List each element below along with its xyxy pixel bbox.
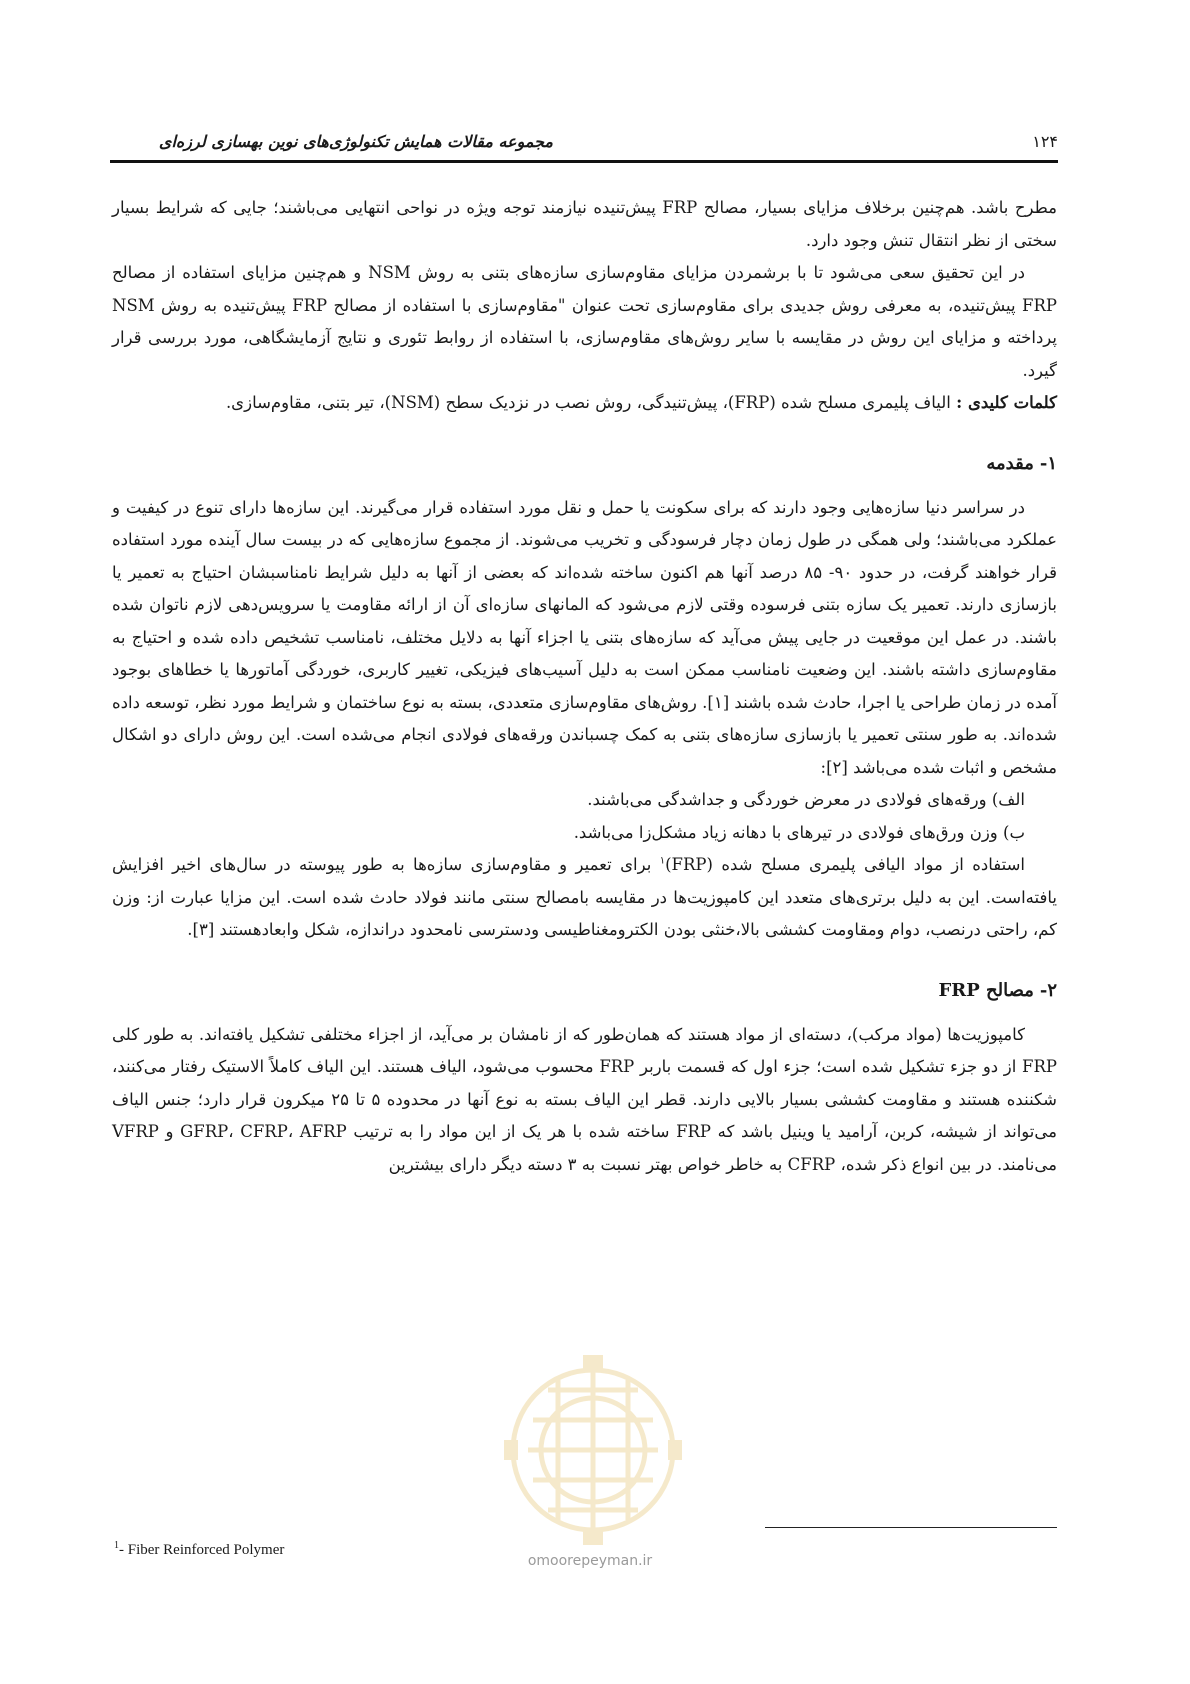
header-title: مجموعه مقالات همایش تکنولوژی‌های نوین بهسازی لرزه‌ای: [158, 132, 553, 151]
section-heading-2: [112, 975, 1057, 1007]
section2-paragraph-1: کامپوزیت‌ها (مواد مرکب)، دسته‌ای از مواد هستند که همان‌طور که از نامشان بر می‌آید، از اجزاء مختلفی تشکیل یافته‌اند. به طور کلی FRP از دو جزء تشکیل شده است؛ جزء اول که قسمت باربر FRP محسوب می‌شود، الیاف هستند. این الیاف کاملاً الاستیک رفتار می‌کنند، شکننده هستند و مقاومت کششی بسیار بالایی دارند. قطر این الیاف بسته به نوع آنها در محدوده ۵ تا ۲۵ میکرون قرار دارد؛ جنس الیاف می‌تواند از شیشه، کربن، آرامید یا وینیل باشد که FRP ساخته شده با هر یک از این مواد را به ترتیب GFRP، CFRP، AFRP و VFRP می‌نامند. در بین انواع ذکر شده، CFRP به خاطر خواص بهتر نسبت به ۳ دسته دیگر دارای بیشترین: [112, 1024, 1057, 1174]
section1-paragraph-2: [112, 849, 1057, 947]
list-item-b: ب) وزن ورق‌های فولادی در تیرهای با دهانه زیاد مشکل‌زا می‌باشد.: [573, 822, 1025, 842]
body-text: [112, 192, 1057, 1181]
keywords-text: الیاف پلیمری مسلح شده (FRP)، پیش‌تنیدگی، روش نصب در نزدیک سطح (NSM)، تیر بتنی، مقاوم‌سازی.: [225, 393, 951, 412]
keywords-label: کلمات کلیدی :: [956, 393, 1057, 412]
page-number: ۱۲۴: [1032, 132, 1058, 151]
section-number: ۱-: [1039, 452, 1057, 474]
paragraph-intro-2: در این تحقیق سعی می‌شود تا با برشمردن مزایای مقاوم‌سازی سازه‌های بتنی به روش NSM و هم‌چنین مزایای استفاده از مصالح FRP پیش‌تنیده، به معرفی روش جدیدی برای مقاوم‌سازی تحت عنوان "مقاوم‌سازی با استفاده از مصالح FRP پیش‌تنیده به روش NSM پرداخته و مزایای این روش در مقایسه با سایر روش‌های مقاوم‌سازی، با استفاده از روابط تئوری و نتایج آزمایشگاهی، مورد بررسی قرار گیرد.: [112, 263, 1057, 380]
section-number: ۲-: [1039, 979, 1057, 1001]
section-title: مصالح FRP: [938, 979, 1034, 1001]
list-item-a: الف) ورقه‌های فولادی در معرض خوردگی و جداشدگی می‌باشند.: [587, 790, 1025, 809]
watermark-url: omoorepeyman.ir: [527, 1553, 653, 1569]
paragraph-text: برای تعمیر و مقاوم‌سازی سازه‌ها به طور پیوسته در سال‌های اخیر افزایش یافته‌است. این به دلیل برتری‌های متعدد این کامپوزیت‌ها در مقایسه بامصالح سنتی مانند فولاد حادث شده است. این مزایا عبارت از: وزن کم، راحتی درنصب، دوام ومقاومت کششی بالا،خنثی بودن الکترومغناطیسی ودسترسی نامحدود دراندازه، شکل وابعادهستند [۳].: [112, 855, 1057, 939]
gear-logo-icon: [488, 1350, 698, 1550]
footnote: [114, 1542, 284, 1559]
page-header: [110, 128, 1058, 168]
footnote-reference: ۱: [659, 855, 666, 867]
header-rule: [110, 160, 1058, 163]
paragraph-text: استفاده از مواد الیافی پلیمری مسلح شده (FRP): [665, 855, 1025, 874]
section-heading-1: [112, 448, 1057, 480]
footnote-rule: [765, 1527, 1057, 1528]
section-title: مقدمه: [986, 452, 1034, 474]
footnote-mark: 1: [114, 1540, 119, 1551]
paragraph-intro-1: مطرح باشد. هم‌چنین برخلاف مزایای بسیار، مصالح FRP پیش‌تنیده نیازمند توجه ویژه در نواحی انتهایی می‌باشند؛ جایی که شرایط بسیار سختی از نظر انتقال تنش وجود دارد.: [112, 198, 1057, 250]
section1-paragraph-1: در سراسر دنیا سازه‌هایی وجود دارند که برای سکونت یا حمل و نقل مورد استفاده قرار می‌گیرند. این سازه‌ها دارای تنوع در کیفیت و عملکرد می‌باشند؛ ولی همگی در طول زمان دچار فرسودگی و تخریب می‌شوند. از مجموع سازه‌هایی که در بیست سال آینده مورد استفاده قرار خواهند گرفت، در حدود ۹۰- ۸۵ درصد آنها هم اکنون ساخته شده‌اند که بعضی از آنها به دلیل شرایط نامناسبشان احتیاج به تعمیر یا بازسازی دارند. تعمیر یک سازه بتنی فرسوده وقتی لازم می‌شود که المانهای سازه‌ای آن از ارائه مقاومت یا سرویس‌دهی لازم ناتوان شده باشند. در عمل این موقعیت در جایی پیش می‌آید که سازه‌های بتنی یا اجزاء آنها به دلایل مختلف، نامناسب تشخیص داده شده و احتیاج به مقاوم‌سازی داشته باشند. این وضعیت نامناسب ممکن است به دلیل آسیب‌های فیزیکی، تغییر کاربری، خوردگی آماتورها یا خطاهای بوجود آمده در زمان طراحی یا اجرا، حادث شده باشند [۱]. روش‌های مقاوم‌سازی متعددی، بسته به نوع ساختمان و شرایط مورد نظر، توسعه داده شده‌اند. به طور سنتی تعمیر یا بازسازی سازه‌های بتنی به کمک چسباندن ورقه‌های فولادی انجام می‌شده است. این روش دارای دو اشکال مشخص و اثبات شده می‌باشد [۲]:: [112, 497, 1058, 777]
footnote-text: - Fiber Reinforced Polymer: [119, 1542, 285, 1558]
keywords: [112, 387, 1057, 420]
